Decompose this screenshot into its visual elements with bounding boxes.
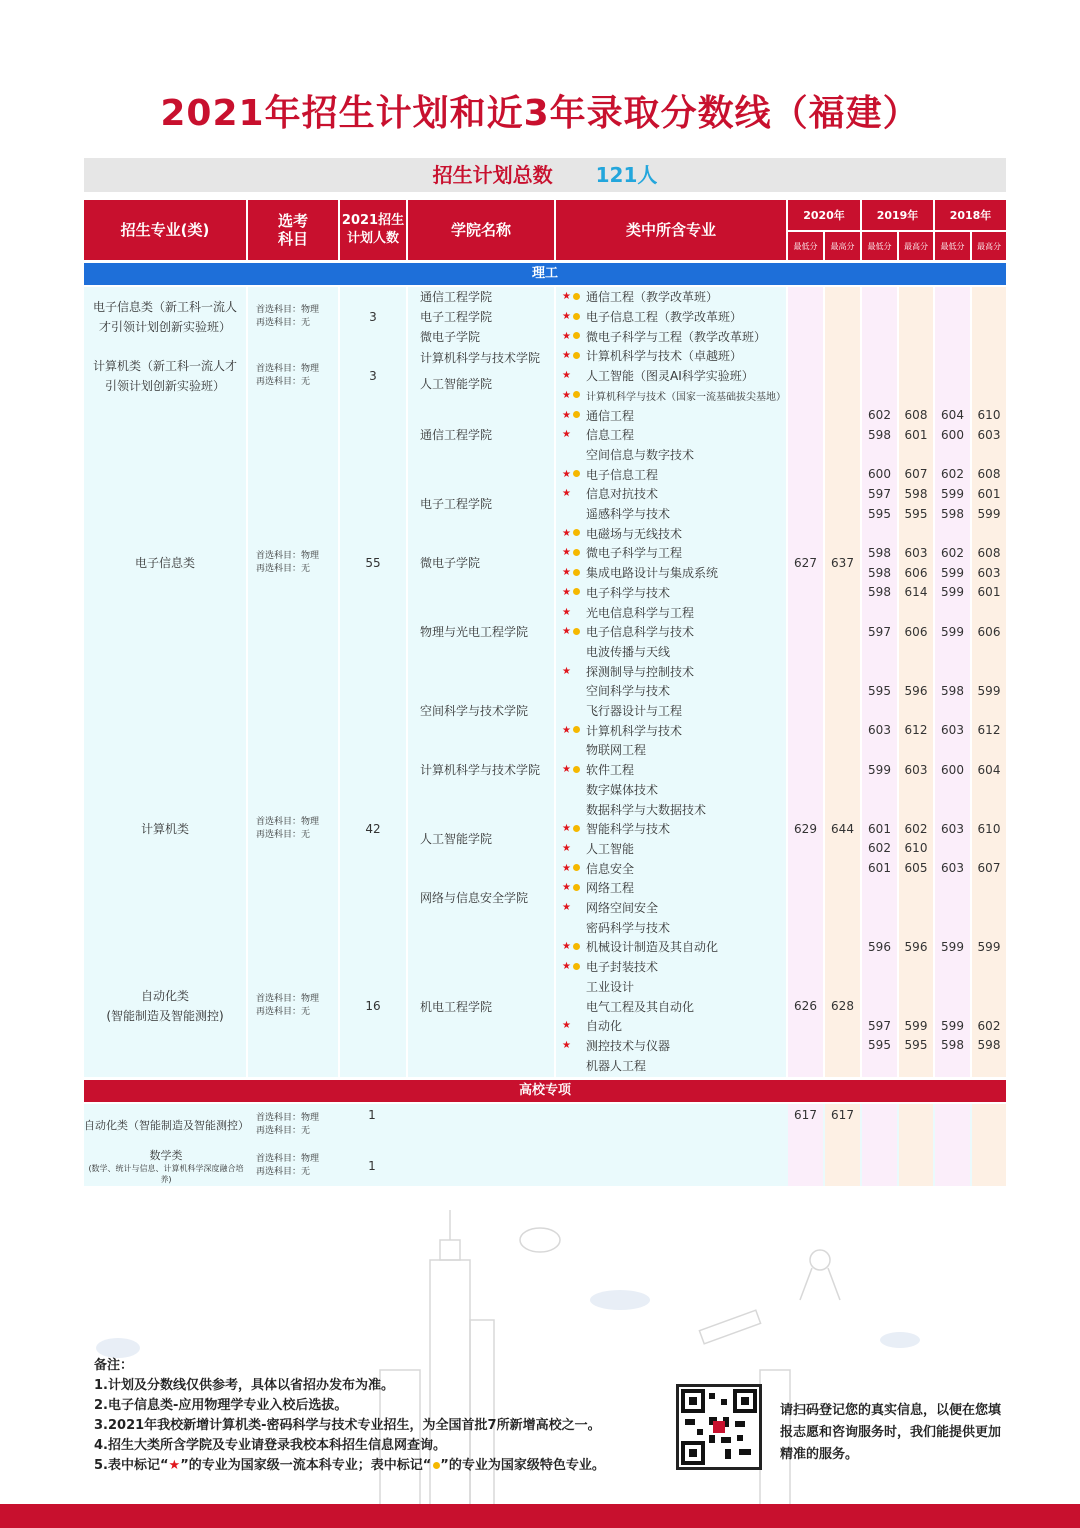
major-name: 电气工程及其自动化 bbox=[586, 999, 695, 1014]
major-score: 600 bbox=[868, 467, 891, 482]
major-name: 电子信息工程（教学改革班） bbox=[586, 310, 743, 325]
major-score: 595 bbox=[868, 1038, 891, 1053]
major-score: 606 bbox=[904, 624, 928, 639]
subject-cell bbox=[256, 1104, 338, 1146]
major-row bbox=[562, 1036, 786, 1056]
major-score: 604 bbox=[941, 408, 964, 423]
star-icon: ★ bbox=[562, 1039, 571, 1051]
major-score: 602 bbox=[941, 545, 964, 560]
dot-icon bbox=[573, 628, 580, 635]
major-score: 602 bbox=[977, 1018, 1001, 1033]
major-name: 通信工程（教学改革班） bbox=[586, 290, 719, 305]
major-row bbox=[562, 425, 786, 445]
subject-line2: 再选科目：无 bbox=[256, 1167, 311, 1177]
major-score: 610 bbox=[977, 408, 1001, 423]
college-name: 人工智能学院 bbox=[420, 832, 493, 847]
dot-icon bbox=[573, 569, 580, 576]
major-row bbox=[562, 583, 786, 603]
special-plan-2: 1 bbox=[368, 1159, 376, 1173]
college-name: 网络与信息安全学院 bbox=[420, 891, 529, 906]
note-2: 2.电子信息类-应用物理学专业入校后选拔。 bbox=[94, 1398, 348, 1413]
major-score: 599 bbox=[941, 1018, 964, 1033]
major-name: 计算机科学与技术（国家一流基础拔尖基地） bbox=[586, 391, 786, 403]
header-max: 最高分 bbox=[825, 232, 860, 260]
major-score: 597 bbox=[868, 624, 891, 639]
major-name: 测控技术与仪器 bbox=[586, 1038, 671, 1053]
star-icon: ★ bbox=[168, 1458, 181, 1473]
major-score: 602 bbox=[868, 841, 891, 856]
dot-icon bbox=[573, 864, 580, 871]
major-row bbox=[562, 326, 786, 346]
major-score: 599 bbox=[941, 565, 964, 580]
major-row bbox=[562, 957, 786, 977]
major-name: 机器人工程 bbox=[586, 1058, 647, 1073]
major-name: 电子科学与技术 bbox=[586, 585, 671, 600]
subject-line2: 再选科目：无 bbox=[256, 829, 311, 840]
group-2020-min: 626 bbox=[794, 999, 817, 1014]
major-score: 600 bbox=[941, 762, 964, 777]
major-score: 612 bbox=[904, 723, 928, 738]
page-title: 2021年招生计划和近3年录取分数线（福建） bbox=[160, 93, 920, 134]
star-icon: ★ bbox=[562, 409, 571, 421]
subject-line1: 首选科目：物理 bbox=[256, 304, 320, 315]
major-score: 607 bbox=[904, 467, 928, 482]
dot-icon bbox=[573, 943, 580, 950]
major-row bbox=[562, 622, 786, 642]
major-name: 机械设计制造及其自动化 bbox=[586, 940, 719, 955]
major-score: 600 bbox=[941, 427, 964, 442]
major-score: 596 bbox=[904, 939, 928, 954]
major-score: 603 bbox=[977, 427, 1001, 442]
subject-cell bbox=[256, 937, 338, 1075]
major-name: 信息工程 bbox=[586, 428, 635, 443]
major-name: 微电子科学与工程（教学改革班） bbox=[586, 329, 767, 344]
major-score: 606 bbox=[904, 565, 928, 580]
star-icon: ★ bbox=[562, 468, 571, 480]
major-score: 599 bbox=[977, 506, 1001, 521]
star-icon: ★ bbox=[562, 488, 571, 500]
group-plan: 55 bbox=[365, 555, 381, 570]
major-name: 计算机科学与技术 bbox=[586, 723, 683, 738]
total-value: 121人 bbox=[595, 163, 658, 187]
group-2020-max: 644 bbox=[831, 821, 854, 836]
major-row bbox=[562, 1055, 786, 1075]
subject-cell bbox=[256, 405, 338, 720]
dot-icon bbox=[573, 411, 580, 418]
subject-cell bbox=[256, 720, 338, 937]
math-name: 数学类 bbox=[149, 1149, 183, 1162]
note-5-part-b: ”的专业为国家级一流本科专业；表中标记“ bbox=[180, 1458, 432, 1473]
header-min: 最低分 bbox=[788, 232, 823, 260]
group-plan: 16 bbox=[365, 999, 381, 1014]
major-score: 601 bbox=[904, 427, 928, 442]
note-3: 3.2021年我校新增计算机类-密码科学与技术专业招生，为全国首批7所新增高校之一。 bbox=[94, 1418, 601, 1433]
major-row bbox=[562, 977, 786, 997]
subject-cell bbox=[256, 287, 338, 346]
group-plan: 3 bbox=[369, 309, 377, 324]
star-icon: ★ bbox=[562, 389, 571, 401]
subject-line2: 再选科目：无 bbox=[256, 1007, 311, 1018]
major-score: 602 bbox=[868, 408, 891, 423]
major-score: 603 bbox=[941, 723, 964, 738]
major-row bbox=[562, 307, 786, 327]
group-2020-min: 627 bbox=[794, 555, 817, 570]
major-row bbox=[562, 523, 786, 543]
dot-icon bbox=[573, 313, 580, 320]
major-row bbox=[562, 642, 786, 662]
major-row bbox=[562, 484, 786, 504]
major-row bbox=[562, 504, 786, 524]
group-2020-min: 629 bbox=[794, 821, 817, 836]
group-name: 电子信息类（新工科一流人才引领计划创新实验班） bbox=[92, 299, 237, 334]
major-row bbox=[562, 602, 786, 622]
major-score: 608 bbox=[904, 408, 928, 423]
major-row bbox=[562, 937, 786, 957]
major-name: 电子信息科学与技术 bbox=[586, 625, 695, 640]
star-icon: ★ bbox=[562, 527, 571, 539]
header-plan: 2021招生 计划人数 bbox=[340, 200, 406, 260]
star-icon: ★ bbox=[562, 842, 571, 854]
major-name: 电磁场与无线技术 bbox=[586, 526, 683, 541]
subject-line2: 再选科目：无 bbox=[256, 1126, 311, 1136]
major-score: 597 bbox=[868, 486, 891, 501]
major-name: 电子封装技术 bbox=[586, 960, 659, 975]
major-row bbox=[562, 543, 786, 563]
major-row bbox=[562, 898, 786, 918]
major-name: 光电信息科学与工程 bbox=[586, 605, 695, 620]
major-score: 599 bbox=[941, 486, 964, 501]
major-score: 603 bbox=[941, 861, 964, 876]
star-icon: ★ bbox=[562, 311, 571, 323]
major-row bbox=[562, 405, 786, 425]
dot-icon bbox=[573, 470, 580, 477]
bg-special-2018min bbox=[935, 1104, 970, 1186]
major-score: 595 bbox=[868, 506, 891, 521]
star-icon: ★ bbox=[562, 350, 571, 362]
major-score: 601 bbox=[977, 486, 1001, 501]
college-name: 机电工程学院 bbox=[420, 999, 493, 1014]
major-name: 信息对抗技术 bbox=[586, 487, 659, 502]
major-name: 工业设计 bbox=[586, 979, 635, 994]
special-2020-min: 617 bbox=[794, 1108, 817, 1122]
major-score: 596 bbox=[868, 939, 891, 954]
group-name: 电子信息类 bbox=[134, 555, 195, 570]
major-row bbox=[562, 720, 786, 740]
major-name: 空间科学与技术 bbox=[586, 684, 671, 699]
major-score: 595 bbox=[868, 683, 891, 698]
major-name: 软件工程 bbox=[586, 763, 635, 778]
major-score: 614 bbox=[904, 585, 928, 600]
major-name: 空间信息与数字技术 bbox=[586, 447, 695, 462]
major-row bbox=[562, 1016, 786, 1036]
major-row bbox=[562, 681, 786, 701]
dot-icon bbox=[573, 529, 580, 536]
notes-block bbox=[94, 1356, 605, 1476]
college-name: 通信工程学院 bbox=[420, 428, 493, 443]
star-icon: ★ bbox=[562, 370, 571, 382]
major-name: 通信工程 bbox=[586, 408, 635, 423]
major-score: 598 bbox=[977, 1038, 1001, 1053]
major-row bbox=[562, 464, 786, 484]
major-score: 597 bbox=[868, 1018, 891, 1033]
major-score: 603 bbox=[868, 723, 891, 738]
header-major-class: 招生专业(类) bbox=[84, 200, 246, 260]
major-score: 607 bbox=[977, 861, 1001, 876]
major-score: 599 bbox=[941, 585, 964, 600]
dot-icon bbox=[573, 352, 580, 359]
subject-line1: 首选科目：物理 bbox=[256, 550, 320, 561]
bg-special-2019min bbox=[862, 1104, 897, 1186]
subject-line2: 再选科目：无 bbox=[256, 376, 311, 387]
header-majors: 类中所含专业 bbox=[556, 200, 786, 260]
note-4: 4.招生大类所含学院及专业请登录我校本科招生信息网查询。 bbox=[94, 1438, 446, 1453]
major-score: 603 bbox=[904, 545, 928, 560]
notes-title: 备注： bbox=[94, 1358, 134, 1373]
college-name: 空间科学与技术学院 bbox=[420, 704, 529, 719]
subject-line1: 首选科目：物理 bbox=[256, 994, 320, 1005]
major-name: 数字媒体技术 bbox=[586, 782, 659, 797]
major-name: 集成电路设计与集成系统 bbox=[586, 566, 719, 581]
dot-icon bbox=[573, 332, 580, 339]
major-score: 598 bbox=[941, 1038, 964, 1053]
star-icon: ★ bbox=[562, 547, 571, 559]
dot-icon bbox=[573, 963, 580, 970]
group-2020-max: 637 bbox=[831, 555, 854, 570]
star-icon: ★ bbox=[562, 567, 571, 579]
major-score: 598 bbox=[868, 585, 891, 600]
total-label: 招生计划总数 bbox=[432, 163, 553, 187]
bg-special-2018max bbox=[972, 1104, 1006, 1186]
college-name: 电子工程学院 bbox=[420, 310, 493, 325]
major-row bbox=[562, 780, 786, 800]
major-row bbox=[562, 799, 786, 819]
bg-special-2019max bbox=[899, 1104, 933, 1186]
major-row bbox=[562, 287, 786, 307]
star-icon: ★ bbox=[562, 941, 571, 953]
major-score: 599 bbox=[941, 939, 964, 954]
major-name: 人工智能 bbox=[586, 841, 635, 856]
dot-icon bbox=[573, 726, 580, 733]
major-score: 603 bbox=[904, 762, 928, 777]
math-sub: (数学、统计与信息、计算机科学深度融合培养) bbox=[88, 1164, 244, 1184]
major-name: 微电子科学与工程 bbox=[586, 546, 683, 561]
dot-icon bbox=[573, 825, 580, 832]
special-2020-max: 617 bbox=[831, 1108, 854, 1122]
college-name: 人工智能学院 bbox=[420, 377, 493, 392]
footer-bar bbox=[0, 1504, 1080, 1528]
star-icon: ★ bbox=[562, 606, 571, 618]
section-special: 高校专项 bbox=[84, 1080, 1006, 1102]
subject-line2: 再选科目：无 bbox=[256, 317, 311, 328]
major-name: 遥感科学与技术 bbox=[586, 507, 671, 522]
major-name: 飞行器设计与工程 bbox=[586, 704, 683, 719]
major-score: 598 bbox=[868, 427, 891, 442]
header-max: 最高分 bbox=[899, 232, 933, 260]
college-name: 电子工程学院 bbox=[420, 497, 493, 512]
major-row bbox=[562, 563, 786, 583]
major-score: 599 bbox=[904, 1018, 928, 1033]
dot-icon bbox=[573, 884, 580, 891]
special-group-name: 自动化类（智能制造及智能测控） bbox=[84, 1119, 249, 1132]
major-row bbox=[562, 858, 786, 878]
major-name: 探测制导与控制技术 bbox=[586, 664, 695, 679]
header-max: 最高分 bbox=[972, 232, 1006, 260]
major-score: 595 bbox=[904, 1038, 928, 1053]
group-name: 自动化类 (智能制造及智能测控) bbox=[106, 989, 224, 1024]
header-year-2019: 2019年 bbox=[862, 200, 933, 230]
major-score: 601 bbox=[977, 585, 1001, 600]
special-group-math bbox=[84, 1146, 248, 1186]
major-score: 608 bbox=[977, 467, 1001, 482]
subject-line1: 首选科目：物理 bbox=[256, 363, 320, 374]
note-5-part-a: 5.表中标记“ bbox=[94, 1458, 169, 1473]
major-score: 601 bbox=[868, 821, 891, 836]
major-name: 电子信息工程 bbox=[586, 467, 659, 482]
major-score: 599 bbox=[941, 624, 964, 639]
major-row bbox=[562, 996, 786, 1016]
note-1: 1.计划及分数线仅供参考，具体以省招办发布为准。 bbox=[94, 1378, 394, 1393]
section-science: 理工 bbox=[84, 263, 1006, 285]
major-name: 数据科学与大数据技术 bbox=[586, 802, 707, 817]
college-name: 微电子学院 bbox=[420, 556, 481, 571]
header-min: 最低分 bbox=[935, 232, 970, 260]
major-score: 599 bbox=[868, 762, 891, 777]
college-name: 微电子学院 bbox=[420, 329, 481, 344]
major-name: 物联网工程 bbox=[586, 743, 647, 758]
major-row bbox=[562, 346, 786, 366]
star-icon: ★ bbox=[562, 961, 571, 973]
major-score: 598 bbox=[941, 506, 964, 521]
major-score: 598 bbox=[941, 683, 964, 698]
group-name: 计算机类（新工科一流人才引领计划创新实验班） bbox=[92, 358, 237, 393]
major-score: 603 bbox=[941, 821, 964, 836]
subject-cell bbox=[256, 1146, 338, 1186]
major-score: 608 bbox=[977, 545, 1001, 560]
star-icon: ★ bbox=[562, 882, 571, 894]
major-score: 603 bbox=[977, 565, 1001, 580]
subject-line1: 首选科目：物理 bbox=[256, 1154, 320, 1164]
major-score: 598 bbox=[868, 565, 891, 580]
major-name: 密码科学与技术 bbox=[586, 920, 671, 935]
star-icon: ★ bbox=[562, 429, 571, 441]
major-row bbox=[562, 760, 786, 780]
major-row bbox=[562, 445, 786, 465]
college-name: 计算机科学与技术学院 bbox=[420, 351, 541, 366]
header-year-2018: 2018年 bbox=[935, 200, 1006, 230]
major-score: 599 bbox=[977, 683, 1001, 698]
subject-line1: 首选科目：物理 bbox=[256, 816, 320, 827]
major-score: 596 bbox=[904, 683, 928, 698]
major-row bbox=[562, 701, 786, 721]
college-name: 计算机科学与技术学院 bbox=[420, 763, 541, 778]
star-icon: ★ bbox=[562, 665, 571, 677]
dot-icon bbox=[573, 588, 580, 595]
subject-line2: 再选科目：无 bbox=[256, 563, 311, 574]
group-2020-max: 628 bbox=[831, 999, 854, 1014]
dot-icon bbox=[573, 549, 580, 556]
star-icon: ★ bbox=[562, 902, 571, 914]
major-score: 598 bbox=[904, 486, 928, 501]
group-plan: 42 bbox=[365, 821, 381, 836]
major-score: 601 bbox=[868, 861, 891, 876]
major-row bbox=[562, 661, 786, 681]
major-row bbox=[562, 839, 786, 859]
major-name: 电波传播与天线 bbox=[586, 644, 671, 659]
major-name: 网络工程 bbox=[586, 881, 635, 896]
qr-code-icon[interactable] bbox=[676, 1384, 762, 1470]
major-row bbox=[562, 366, 786, 386]
major-name: 网络空间安全 bbox=[586, 901, 659, 916]
major-score: 610 bbox=[977, 821, 1001, 836]
special-plan-1: 1 bbox=[368, 1108, 376, 1122]
major-score: 605 bbox=[904, 861, 928, 876]
star-icon: ★ bbox=[562, 291, 571, 303]
note-5-part-c: ”的专业为国家级特色专业。 bbox=[440, 1458, 605, 1473]
major-score: 599 bbox=[977, 939, 1001, 954]
star-icon: ★ bbox=[562, 330, 571, 342]
total-plan-bar bbox=[84, 158, 1006, 192]
major-score: 610 bbox=[904, 841, 928, 856]
major-score: 602 bbox=[904, 821, 928, 836]
major-score: 598 bbox=[868, 545, 891, 560]
star-icon: ★ bbox=[562, 764, 571, 776]
major-row bbox=[562, 386, 786, 406]
qr-instruction: 请扫码登记您的真实信息，以便在您填报志愿和咨询服务时，我们能提供更加精准的服务。 bbox=[780, 1403, 1002, 1462]
dot-icon bbox=[573, 293, 580, 300]
major-name: 计算机科学与技术（卓越班） bbox=[586, 349, 743, 364]
major-name: 信息安全 bbox=[586, 861, 635, 876]
star-icon: ★ bbox=[562, 1020, 571, 1032]
major-row bbox=[562, 819, 786, 839]
header-min: 最低分 bbox=[862, 232, 897, 260]
star-icon: ★ bbox=[562, 862, 571, 874]
header-college: 学院名称 bbox=[408, 200, 554, 260]
major-name: 智能科学与技术 bbox=[586, 822, 671, 837]
major-score: 606 bbox=[977, 624, 1001, 639]
college-name: 通信工程学院 bbox=[420, 290, 493, 305]
major-score: 604 bbox=[977, 762, 1001, 777]
college-name: 物理与光电工程学院 bbox=[420, 625, 529, 640]
star-icon: ★ bbox=[562, 724, 571, 736]
dot-icon bbox=[573, 766, 580, 773]
note-5 bbox=[94, 1456, 605, 1476]
dot-icon bbox=[573, 391, 580, 398]
star-icon: ★ bbox=[562, 823, 571, 835]
major-row bbox=[562, 917, 786, 937]
major-row bbox=[562, 878, 786, 898]
header-year-2020: 2020年 bbox=[788, 200, 860, 230]
major-score: 612 bbox=[977, 723, 1001, 738]
group-name: 计算机类 bbox=[140, 821, 189, 836]
major-row bbox=[562, 740, 786, 760]
group-plan: 3 bbox=[369, 368, 377, 383]
subject-cell bbox=[256, 346, 338, 405]
header-subject: 选考 科目 bbox=[248, 200, 338, 260]
major-name: 人工智能（图灵AI科学实验班） bbox=[586, 369, 754, 384]
star-icon: ★ bbox=[562, 586, 571, 598]
major-name: 自动化 bbox=[586, 1019, 623, 1034]
major-score: 602 bbox=[941, 467, 964, 482]
star-icon: ★ bbox=[562, 626, 571, 638]
major-score: 595 bbox=[904, 506, 928, 521]
subject-line1: 首选科目：物理 bbox=[256, 1113, 320, 1123]
